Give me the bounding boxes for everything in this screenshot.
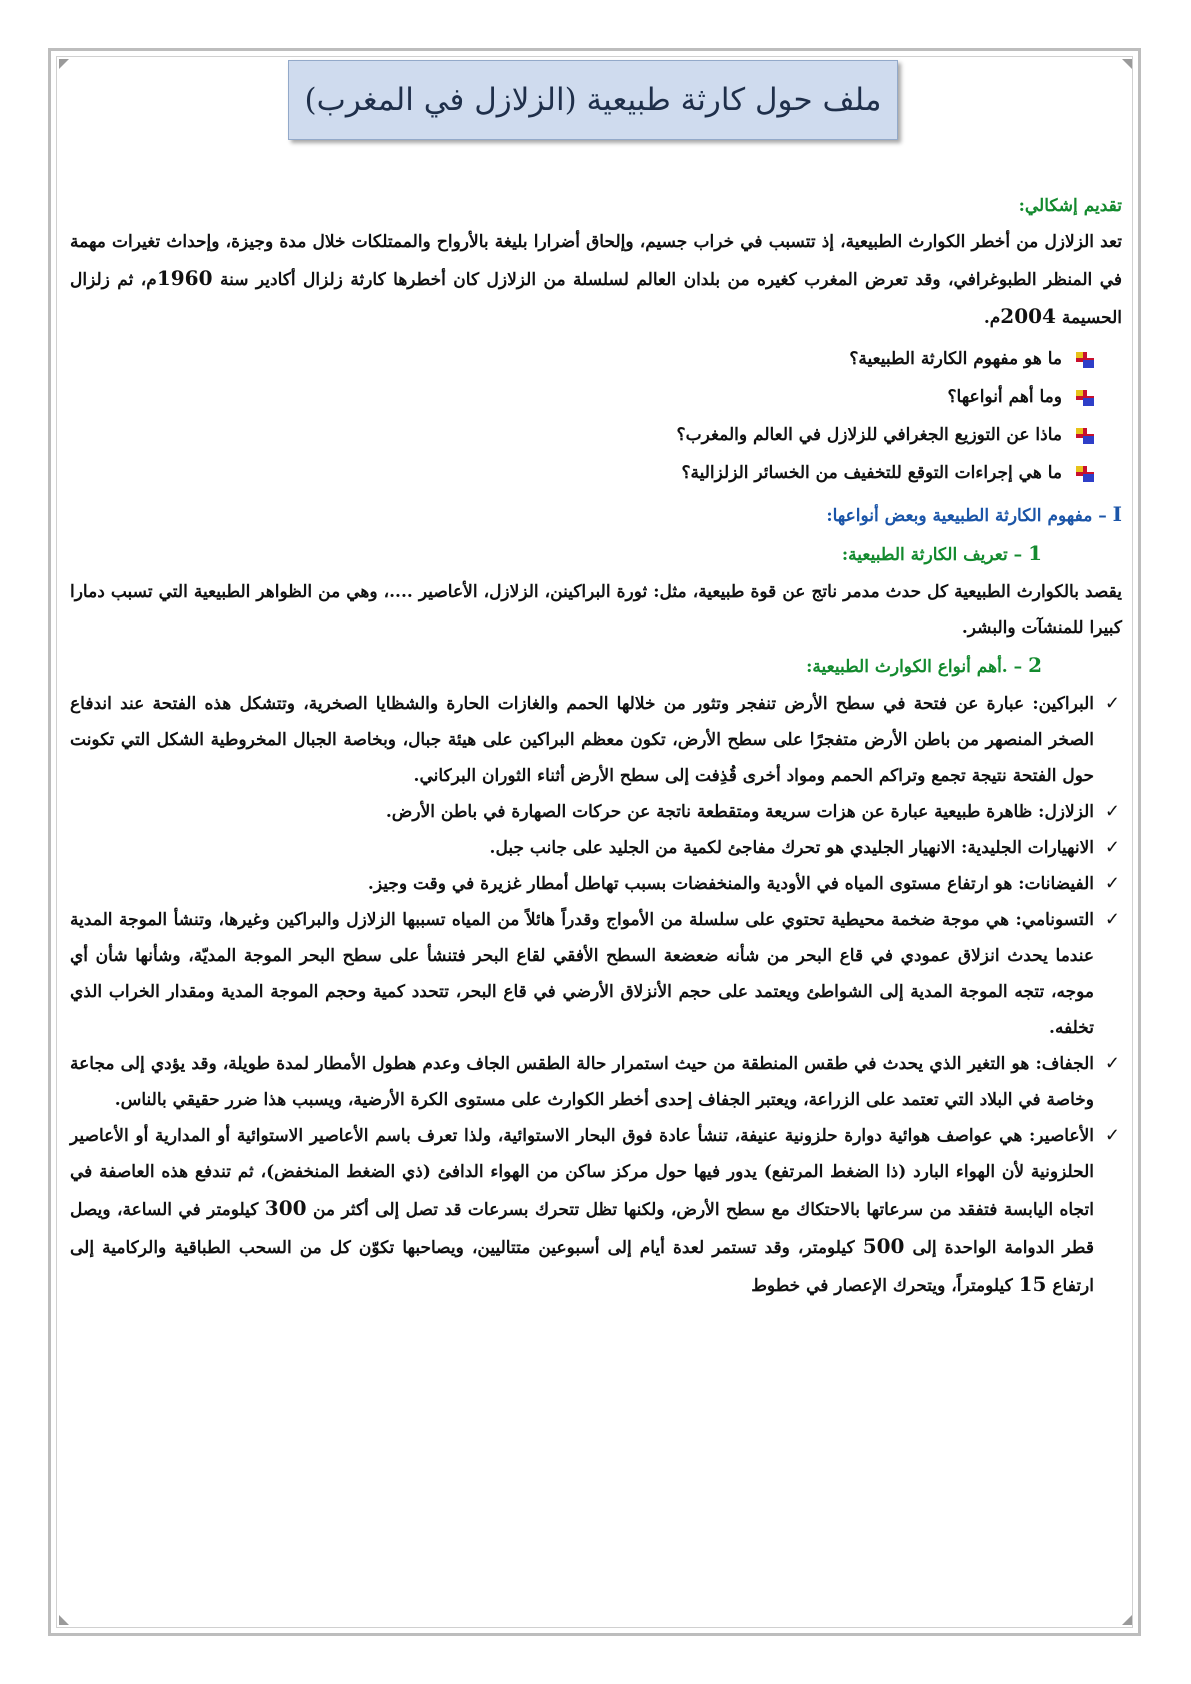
list-item: ✓ الفيضانات: هو ارتفاع مستوى المياه في الأودية والمنخفضات بسبب تهاطل أمطار غزيرة في وقت وجيز. [70, 866, 1122, 902]
list-item: ✓ التسونامي: هي موجة ضخمة محيطية تحتوي على سلسلة من الأمواج وقدراً هائلاً من المياه تسببها الزلازل والبراكين وغيرها، وتنشأ الموجة المدية عندما يحدث انزلاق عمودي في قاع البحر من شأنه ضعضعة السطح الأفقي لقاع البحر فتنشأ على سطح البحر الموجة المديّة، وشأنها شأن أي موجه، تتجه الموجة المدية إلى الشواطئ ويعتمد على حجم الأنزلاق الأرضي في قاع البحر، تتحدد كمية وحجم الموجة المدية ومقدار الخراب الذي تخلفه. [70, 902, 1122, 1046]
corner-ornament [1122, 1615, 1132, 1625]
intro-paragraph: تعد الزلازل من أخطر الكوارث الطبيعية، إذ تتسبب في خراب جسيم، وإلحاق أضرارا بليغة بالأرواح والممتلكات خلال مدة وجيزة، وإحداث تغيرات مهمة في المنظر الطبوغرافي، وقد تعرض المغرب كغيره من بلدان العالم لسلسلة من الزلازل كان أخطرها كارثة زلزال أكادير سنة 1960م، ثم زلزال الحسيمة 2004م. [70, 232, 1122, 328]
check-mark-icon: ✓ [1104, 909, 1120, 930]
check-mark-icon: ✓ [1104, 837, 1120, 858]
list-item: ما هو مفهوم الكارثة الطبيعية؟ [70, 340, 1094, 378]
intro-heading: تقديم إشكالي: [1018, 196, 1122, 216]
corner-ornament [1122, 59, 1132, 69]
list-item: ✓ الانهيارات الجليدية: الانهيار الجليدي هو تحرك مفاجئ لكمية من الجليد على جانب جبل. [70, 830, 1122, 866]
document-title: ملف حول كارثة طبيعية (الزلازل في المغرب) [304, 82, 882, 118]
check-mark-icon: ✓ [1104, 693, 1120, 714]
subsection-2-heading: 2 – .أهم أنواع الكوارث الطبيعية: [806, 653, 1042, 677]
list-item: ما هي إجراءات التوقع للتخفيف من الخسائر الزلزالية؟ [70, 454, 1094, 492]
section-1-heading: I – مفهوم الكارثة الطبيعية وبعض أنواعها: [826, 502, 1122, 526]
check-mark-icon: ✓ [1104, 801, 1120, 822]
title-box [288, 60, 898, 140]
question-list [70, 340, 1122, 492]
definition-paragraph: يقصد بالكوارث الطبيعية كل حدث مدمر ناتج عن قوة طبيعية، مثل: ثورة البراكينن، الزلازل، الأعاصير ....، وهي من الظواهر الطبيعية التي تسبب دمارا كبيرا للمنشآت والبشر. [70, 582, 1122, 638]
list-item: ماذا عن التوزيع الجغرافي للزلازل في العالم والمغرب؟ [70, 416, 1094, 454]
corner-ornament [59, 1615, 69, 1625]
corner-ornament [59, 59, 69, 69]
list-item: ✓ الأعاصير: هي عواصف هوائية دوارة حلزونية عنيفة، تنشأ عادة فوق البحار الاستوائية، ولذا تعرف باسم الأعاصير الاستوائية أو المدارية أو الأعاصير الحلزونية لأن الهواء البارد (ذا الضغط المرتفع) يدور فيها حول مركز ساكن من الهواء الدافئ (ذي الضغط المنخفض)، ثم تندفع هذه العاصفة في اتجاه اليابسة فتفقد من سرعاتها بالاحتكاك مع سطح الأرض، ولكنها تظل تتحرك بسرعات قد تصل إلى أكثر من 300 كيلومتر في الساعة، ويصل قطر الدوامة الواحدة إلى 500 كيلومتر، وقد تستمر لعدة أيام إلى أسبوعين متتاليين، ويصاحبها تكوّن كل من السحب الطباقية والركامية إلى ارتفاع 15 كيلومتراً، ويتحرك الإعصار في خطوط [70, 1118, 1122, 1304]
check-mark-icon: ✓ [1104, 1053, 1120, 1074]
colored-cross-bullet-icon [1076, 390, 1094, 406]
colored-cross-bullet-icon [1076, 352, 1094, 368]
colored-cross-bullet-icon [1076, 466, 1094, 482]
list-item: ✓ الزلازل: ظاهرة طبيعية عبارة عن هزات سريعة ومتقطعة ناتجة عن حركات الصهارة في باطن الأرض. [70, 794, 1122, 830]
check-mark-icon: ✓ [1104, 873, 1120, 894]
list-item: ✓ الجفاف: هو التغير الذي يحدث في طقس المنطقة من حيث استمرار حالة الطقس الجاف وعدم هطول الأمطار لمدة طويلة، وقد يؤدي إلى مجاعة وخاصة في البلاد التي تعتمد على الزراعة، ويعتبر الجفاف إحدى أخطر الكوارث على مستوى الكرة الأرضية، ويسبب هذا ضرر حقيقي بالناس. [70, 1046, 1122, 1118]
list-item: ✓ البراكين: عبارة عن فتحة في سطح الأرض تنفجر وتثور من خلالها الحمم والغازات الحارة والشظايا الصخرية، وتتشكل هذه الفتحة عند اندفاع الصخر المنصهر من باطن الأرض متفجرًا على سطح الأرض، تكون معظم البراكين على هيئة جبال، وبخاصة الجبال المخروطية الشكل التي تكونت حول الفتحة نتيجة تجمع وتراكم الحمم ومواد أخرى قُذِفت إلى سطح الأرض أثناء الثوران البركاني. [70, 686, 1122, 794]
check-mark-icon: ✓ [1104, 1125, 1120, 1146]
subsection-1-heading: 1 – تعريف الكارثة الطبيعية: [841, 541, 1042, 565]
list-item: وما أهم أنواعها؟ [70, 378, 1094, 416]
document-body [70, 188, 1122, 1304]
disaster-types-list [70, 686, 1122, 1304]
colored-cross-bullet-icon [1076, 428, 1094, 444]
